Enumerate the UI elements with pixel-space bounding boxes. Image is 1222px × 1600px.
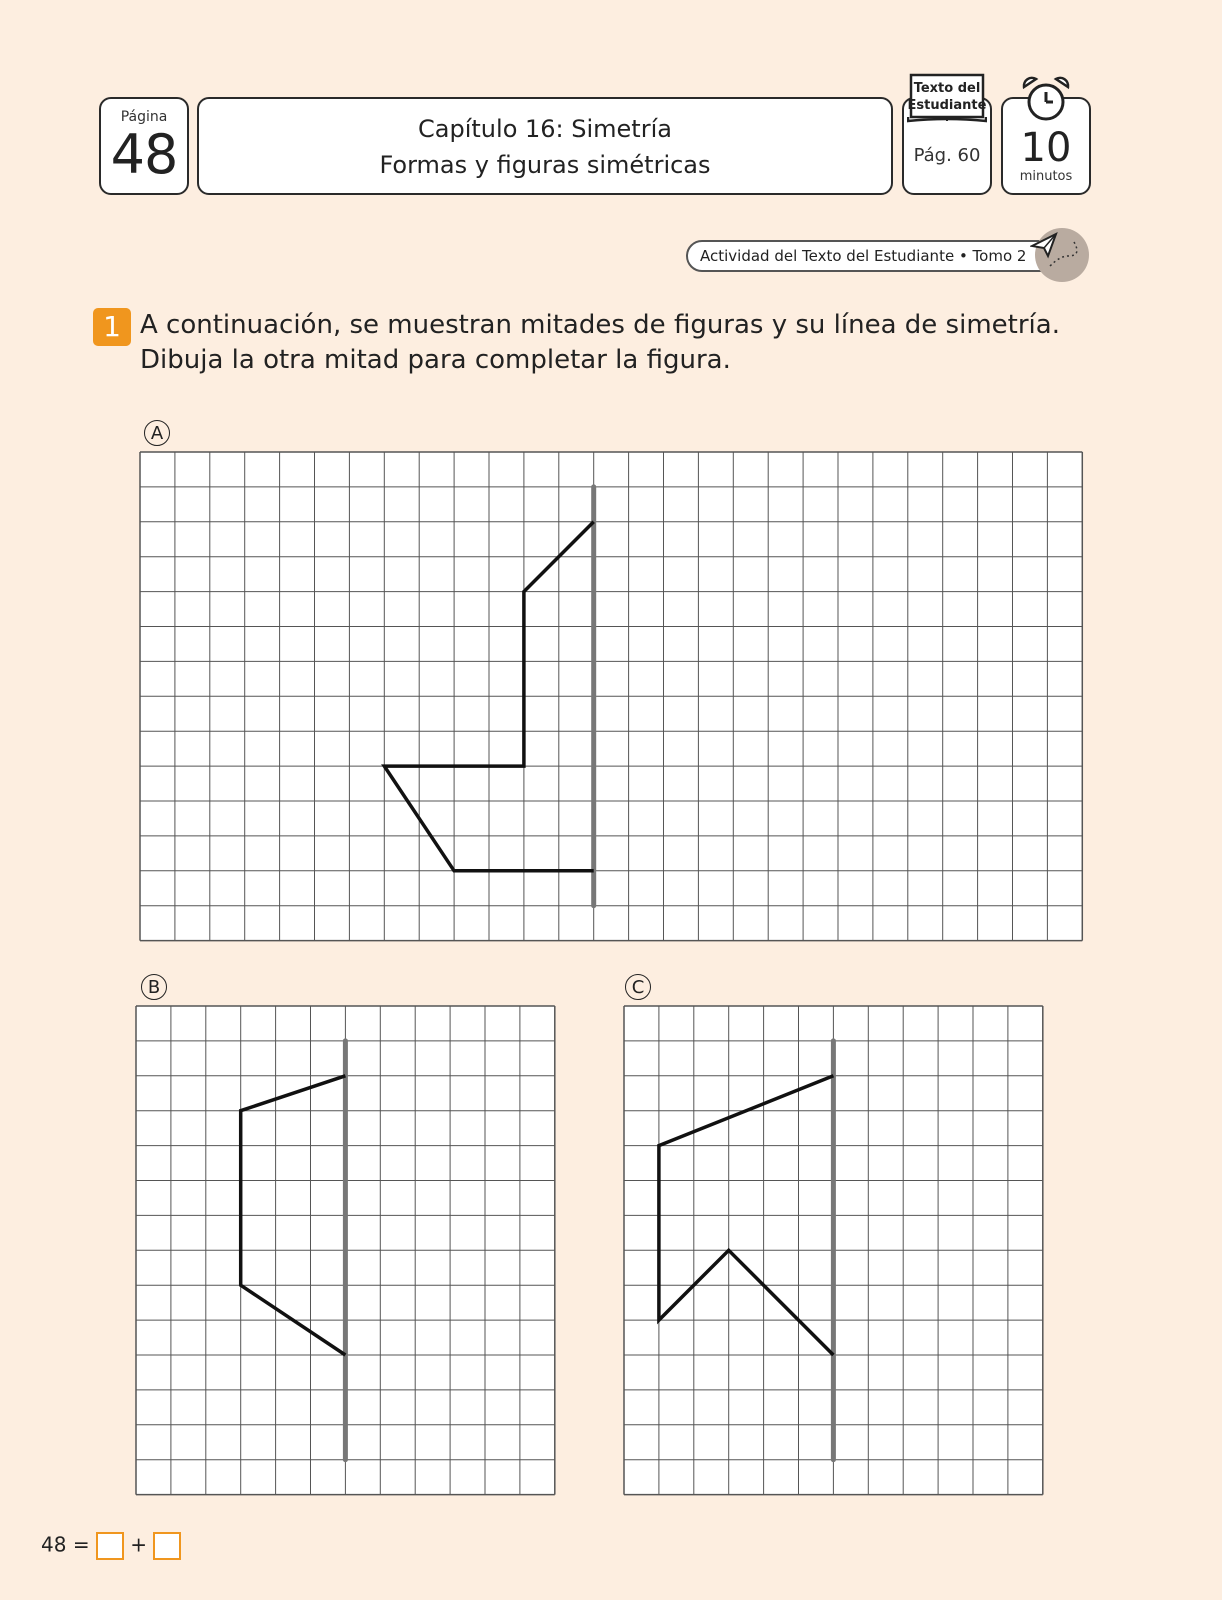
question-text-line1: A continuación, se muestran mitades de figuras y su línea de simetría. <box>140 310 1060 340</box>
time-value: 10 <box>1020 125 1072 171</box>
page-label: Página <box>120 109 168 125</box>
book-label-line1: Texto del <box>913 81 981 96</box>
answer-box-2[interactable] <box>153 1532 181 1560</box>
alarm-clock-icon <box>1020 75 1072 123</box>
page-number-box <box>99 97 189 195</box>
figure-c-grid[interactable] <box>624 1006 1043 1495</box>
answer-box-1[interactable] <box>96 1532 124 1560</box>
activity-label: Actividad del Texto del Estudiante • Tomo 2 <box>686 240 1056 272</box>
chapter-title-box <box>197 97 893 195</box>
book-label-line2: Estudiante <box>907 98 987 113</box>
student-text-page: Pág. 60 <box>913 145 981 166</box>
book-icon <box>907 73 987 125</box>
figure-a-label: A <box>144 420 170 446</box>
figure-b-label: B <box>141 974 167 1000</box>
figure-b-grid[interactable] <box>136 1006 555 1495</box>
chapter-subtitle: Formas y figuras simétricas <box>379 151 711 179</box>
footer-number: 48 <box>41 1532 67 1557</box>
question-text-line2: Dibuja la otra mitad para completar la figura. <box>140 345 731 375</box>
chapter-title: Capítulo 16: Simetría <box>418 115 672 143</box>
footer-equals: = <box>72 1532 90 1557</box>
figure-c-label: C <box>625 974 651 1000</box>
footer-decomposition <box>41 1532 181 1560</box>
question-number-badge: 1 <box>93 308 131 346</box>
time-unit: minutos <box>1019 169 1073 184</box>
paper-plane-icon <box>1030 226 1092 284</box>
page-number: 48 <box>110 123 178 186</box>
figure-a-grid[interactable] <box>140 452 1082 941</box>
footer-plus: + <box>130 1532 148 1557</box>
